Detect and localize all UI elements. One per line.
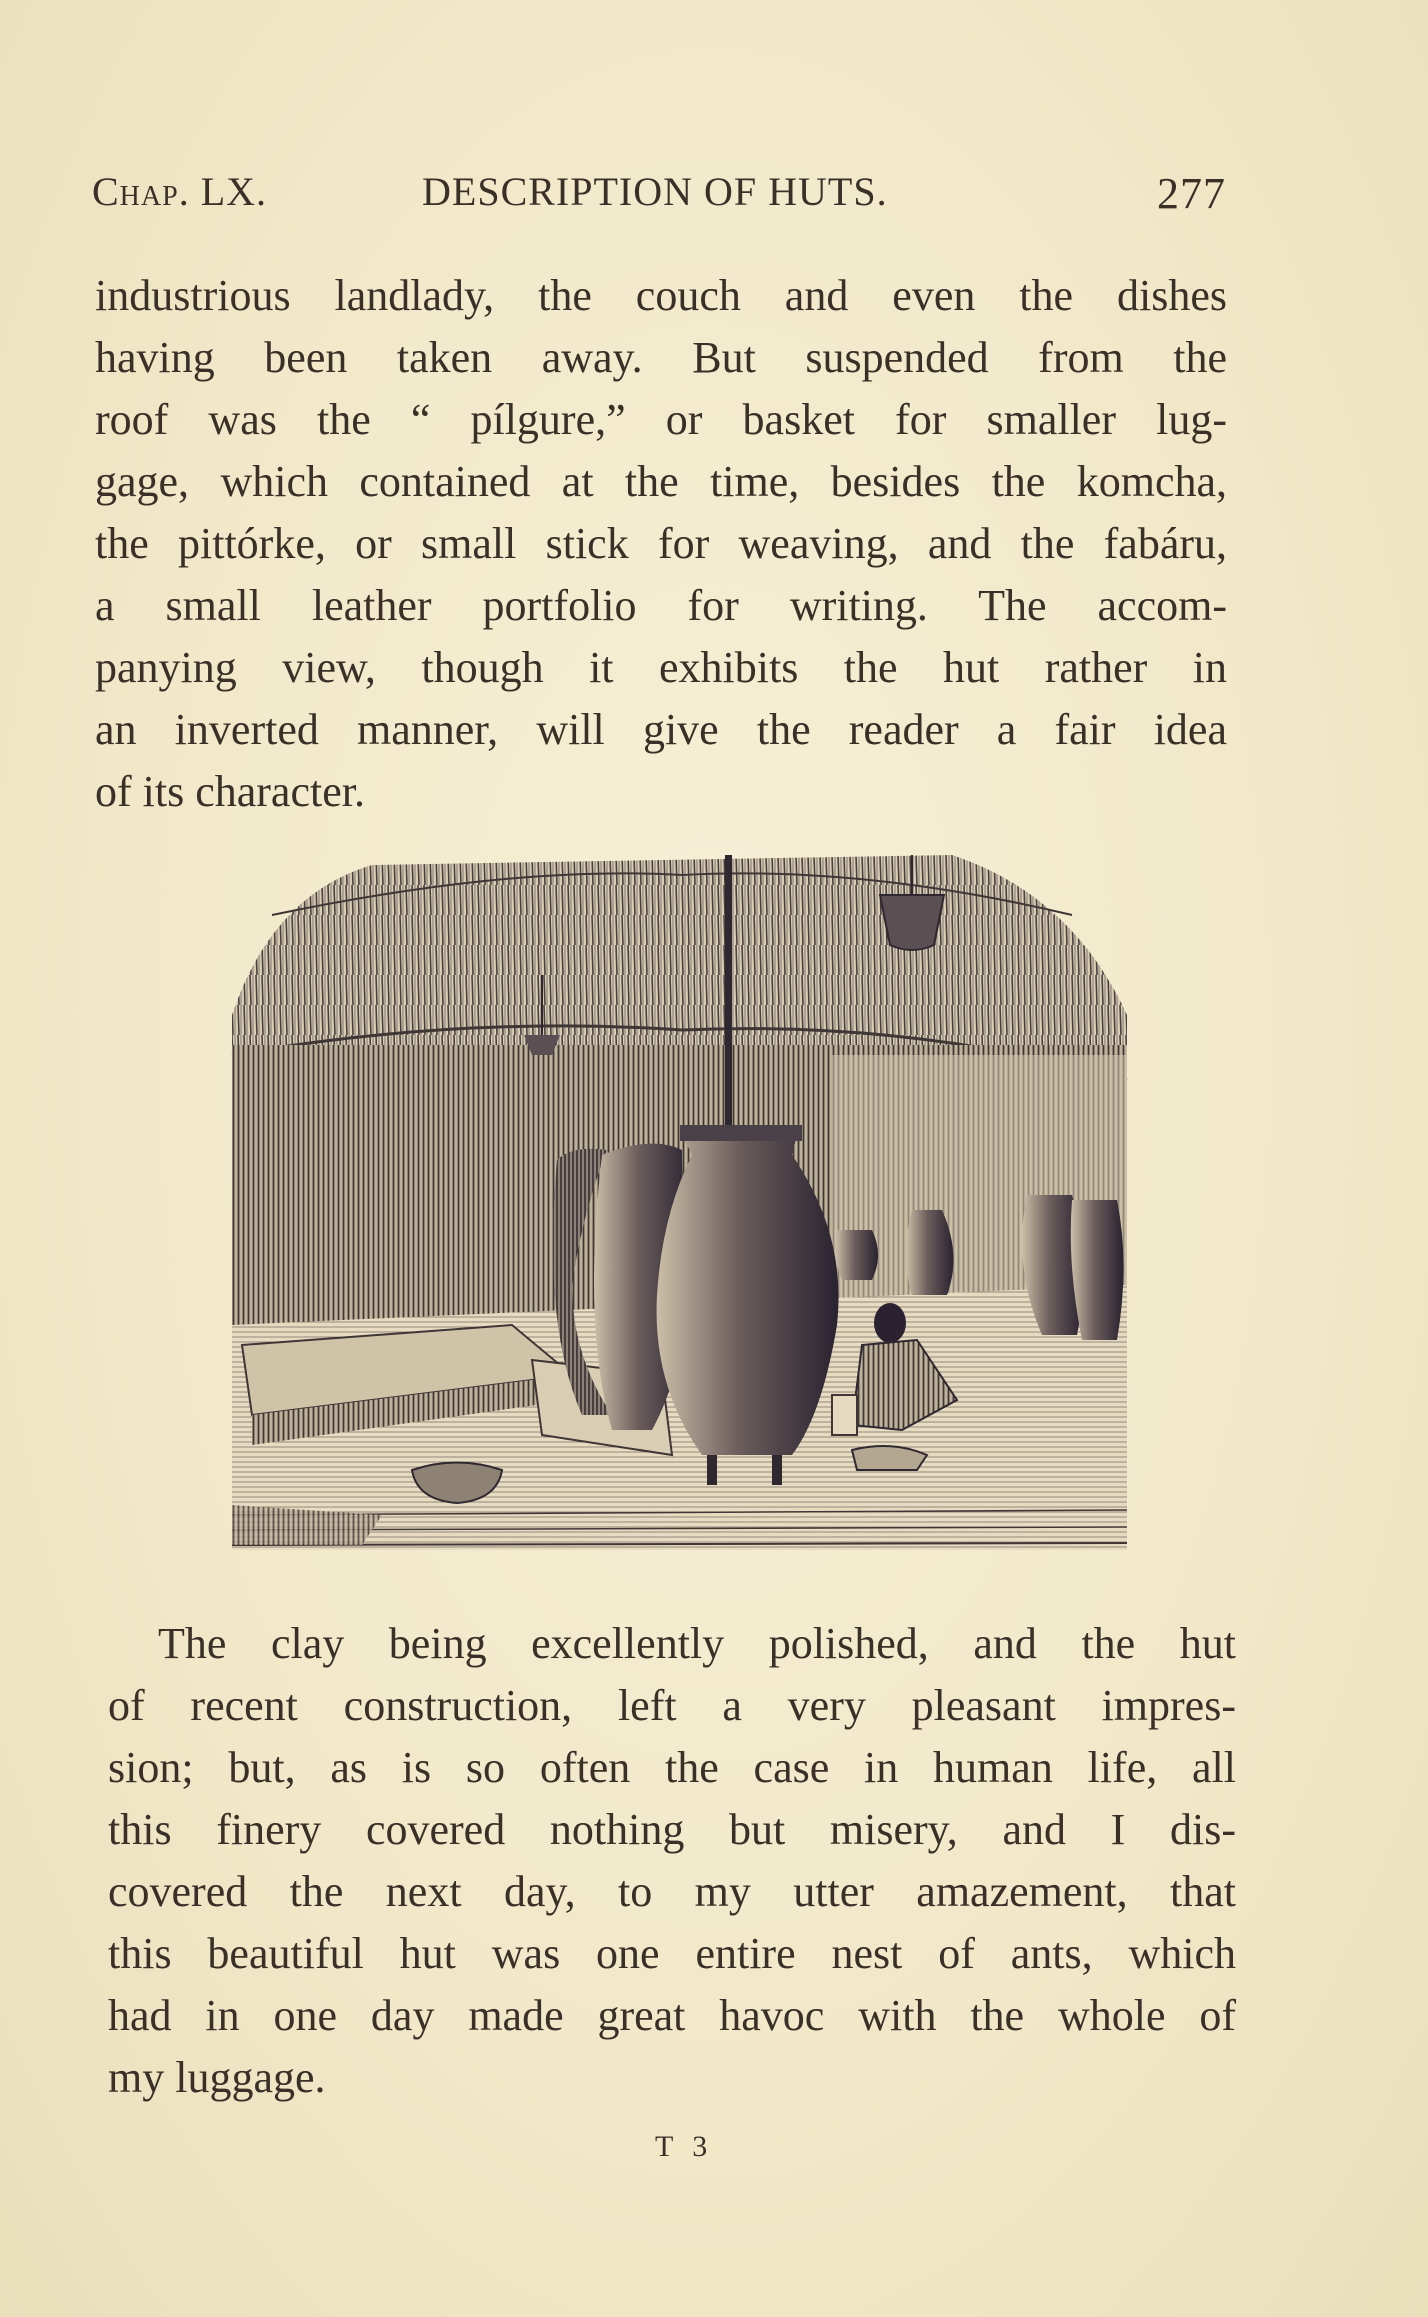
text-line: of recent construction, left a very pleasant impres- bbox=[108, 1681, 1236, 1730]
text-line: an inverted manner, will give the reader a fair idea bbox=[95, 705, 1227, 754]
text-line: this finery covered nothing but misery, and I dis- bbox=[108, 1805, 1236, 1854]
paragraph-1 bbox=[95, 265, 1227, 823]
text-line: had in one day made great havoc with the whole of bbox=[108, 1991, 1236, 2040]
signature-mark: T 3 bbox=[655, 2130, 714, 2163]
text-line: of its character. bbox=[95, 767, 365, 816]
text-line: industrious landlady, the couch and even the dishes bbox=[95, 271, 1227, 320]
text-line: The clay being excellently polished, and the hut bbox=[158, 1619, 1236, 1668]
chapter-label: Chap. LX. bbox=[92, 169, 268, 214]
text-line: sion; but, as is so often the case in human life, all bbox=[108, 1743, 1236, 1792]
text-line: having been taken away. But suspended from the bbox=[95, 333, 1227, 382]
text-line: the pittórke, or small stick for weaving, and the fabáru, bbox=[95, 519, 1227, 568]
hut-interior-engraving bbox=[212, 855, 1132, 1555]
text-line: covered the next day, to my utter amazement, that bbox=[108, 1867, 1236, 1916]
paragraph-2 bbox=[108, 1613, 1236, 2109]
text-line: a small leather portfolio for writing. The accom- bbox=[95, 581, 1227, 630]
text-line: panying view, though it exhibits the hut rather in bbox=[95, 643, 1227, 692]
text-line: my luggage. bbox=[108, 2053, 326, 2102]
running-header bbox=[92, 168, 1226, 224]
page-number: 277 bbox=[1157, 169, 1226, 218]
text-line: roof was the “ pílgure,” or basket for smaller lug- bbox=[95, 395, 1227, 444]
text-line: gage, which contained at the time, besides the komcha, bbox=[95, 457, 1227, 506]
text-line: this beautiful hut was one entire nest of ants, which bbox=[108, 1929, 1236, 1978]
page-title: DESCRIPTION OF HUTS. bbox=[422, 169, 888, 214]
